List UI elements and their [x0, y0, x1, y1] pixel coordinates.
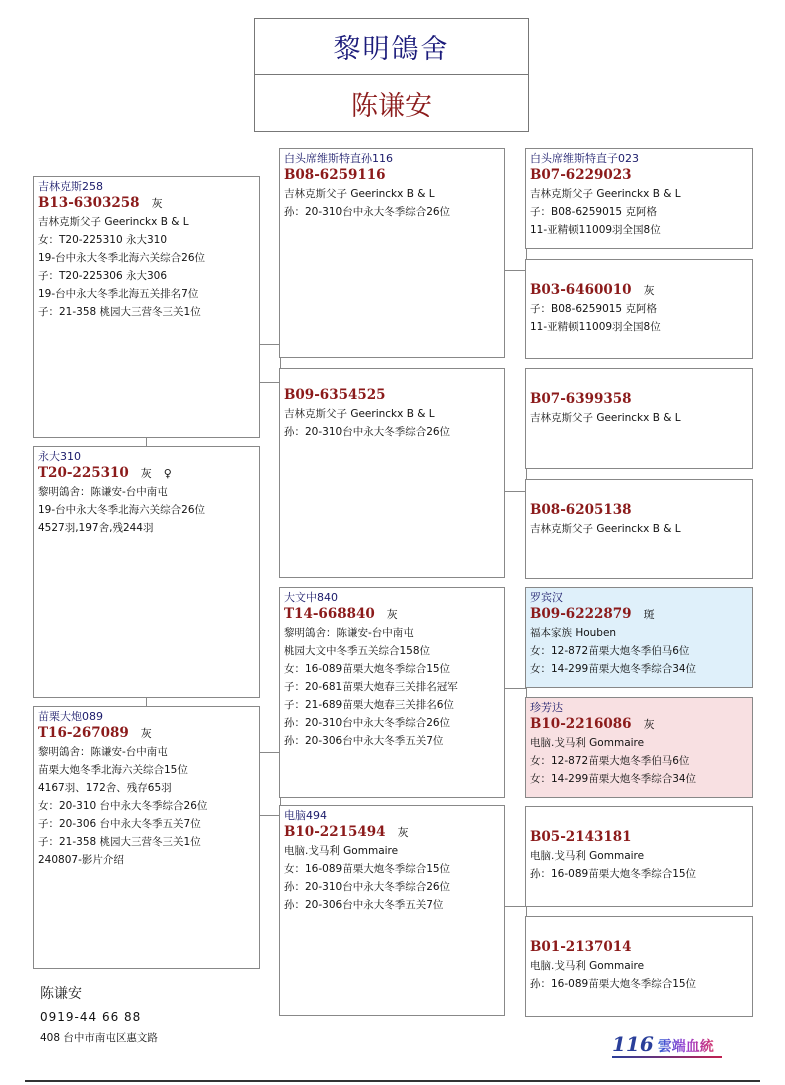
- pigeon-name: [284, 371, 500, 386]
- owner-name: 陈谦安: [40, 986, 82, 1002]
- info-line: 福本家族 Houben: [530, 627, 617, 639]
- info-line: 女：20-310 台中永大冬季综合26位: [38, 800, 208, 812]
- info-line: 吉林克斯父子 Geerinckx B & L: [284, 408, 435, 420]
- ring-number: B08-6259116: [284, 167, 386, 183]
- info-line: 孙：20-310台中永大冬季综合26位: [284, 717, 451, 729]
- info-line: 19-台中永大冬季北海五关排名7位: [38, 288, 199, 300]
- info-line: 电脑.戈马利 Gommaire: [284, 845, 399, 857]
- info-line: 孙：20-310台中永大冬季综合26位: [284, 426, 451, 438]
- info-line: 电脑.戈马利 Gommaire: [530, 960, 645, 972]
- ring-number: B09-6354525: [284, 387, 386, 403]
- info-line: 19-台中永大冬季北海六关综合26位: [38, 252, 206, 264]
- pigeon-color: 灰: [397, 826, 409, 839]
- female-icon: ♀: [163, 467, 172, 480]
- info-line: 孙：20-306台中永大冬季五关7位: [284, 735, 444, 747]
- pigeon-name: 白头席维斯特直孙116: [284, 152, 393, 165]
- dds-card: [525, 806, 753, 907]
- connector: [504, 491, 526, 492]
- ring-number: B05-2143181: [530, 829, 632, 845]
- pigeon-name: 苗栗大炮089: [38, 710, 103, 723]
- info-line: 女：12-872苗栗大炮冬季伯马6位: [530, 755, 690, 767]
- info-line: 电脑.戈马利 Gommaire: [530, 737, 645, 749]
- dam-dam-card: [279, 805, 505, 1016]
- connector: [259, 344, 280, 345]
- owner-phone: 0919-44 66 88: [40, 1010, 142, 1024]
- ring-number: B09-6222879 斑: [530, 606, 655, 622]
- info-line: 女：16-089苗栗大炮冬季综合15位: [284, 863, 451, 875]
- loft-title: 黎明鴿舍: [254, 18, 529, 75]
- sire-sire-card: [279, 148, 505, 358]
- pigeon-color: 灰: [140, 727, 152, 740]
- connector: [504, 906, 526, 907]
- info-line: 子：B08-6259015 克阿格: [530, 303, 657, 315]
- pigeon-name: 大文中840: [284, 591, 338, 604]
- info-line: 女：14-299苗栗大炮冬季综合34位: [530, 773, 697, 785]
- info-line: 吉林克斯父子 Geerinckx B & L: [530, 412, 681, 424]
- info-line: 孙：20-310台中永大冬季综合26位: [284, 206, 451, 218]
- dam-sire-card: [279, 587, 505, 798]
- sdd-card: [525, 479, 753, 579]
- info-line: 孙：16-089苗栗大炮冬季综合15位: [530, 868, 697, 880]
- owner-address: 408 台中市南屯区惠文路: [40, 1032, 158, 1044]
- info-line: 黎明鴿舍：陈谦安-台中南屯: [38, 746, 168, 758]
- sire-card: [33, 176, 260, 438]
- dam-card: [33, 706, 260, 969]
- info-line: 4167羽、172舍、残存65羽: [38, 782, 172, 794]
- connector: [504, 270, 526, 271]
- ring-number: B07-6399358: [530, 391, 632, 407]
- connector: [280, 797, 281, 805]
- sss-card: [525, 148, 753, 249]
- ring-number: B10-2215494 灰: [284, 824, 409, 840]
- info-line: 孙：20-310台中永大冬季综合26位: [284, 881, 451, 893]
- info-line: 吉林克斯父子 Geerinckx B & L: [530, 188, 681, 200]
- ring-number: B03-6460010 灰: [530, 282, 655, 298]
- ring-number: T14-668840 灰: [284, 606, 398, 622]
- info-line: 子：21-358 桃园大三营冬三关1位: [38, 306, 201, 318]
- info-line: 子：B08-6259015 克阿格: [530, 206, 657, 218]
- pigeon-color: 灰: [140, 467, 152, 480]
- ring-number: T16-267089 灰: [38, 725, 152, 741]
- connector: [504, 688, 526, 689]
- info-line: 女：14-299苗栗大炮冬季综合34位: [530, 663, 697, 675]
- connector: [259, 752, 280, 753]
- logo-underline: [612, 1056, 722, 1058]
- info-line: 11-亚精顿11009羽全国8位: [530, 321, 661, 333]
- pigeon-name: 吉林克斯258: [38, 180, 103, 193]
- info-line: 4527羽,197舍,残244羽: [38, 522, 154, 534]
- pigeon-name: 永大310: [38, 450, 81, 463]
- info-line: 女：T20-225310 永大310: [38, 234, 168, 246]
- logo-text: 雲端血統: [658, 1036, 714, 1056]
- info-line: 黎明鴿舍：陈谦安-台中南屯: [38, 486, 168, 498]
- sire-dam-card: [279, 368, 505, 578]
- ring-number: T20-225310 灰 ♀: [38, 465, 172, 481]
- ssd-card: [525, 259, 753, 359]
- ring-number: B08-6205138: [530, 502, 632, 518]
- pigeon-color: 灰: [643, 284, 655, 297]
- pigeon-color: 斑: [643, 608, 655, 621]
- pigeon-name: 电脑494: [284, 809, 327, 822]
- ddd-card: [525, 916, 753, 1017]
- info-line: 女：12-872苗栗大炮冬季伯马6位: [530, 645, 690, 657]
- info-line: 子：21-358 桃园大三营冬三关1位: [38, 836, 201, 848]
- info-line: 子：20-681苗栗大炮春三关排名冠军: [284, 681, 458, 693]
- info-line: 孙：16-089苗栗大炮冬季综合15位: [530, 978, 697, 990]
- info-line: 苗栗大炮冬季北海六关综合15位: [38, 764, 188, 776]
- info-line: 吉林克斯父子 Geerinckx B & L: [284, 188, 435, 200]
- info-line: 孙：20-306台中永大冬季五关7位: [284, 899, 444, 911]
- subject-card: [33, 446, 260, 698]
- ring-number: B10-2216086 灰: [530, 716, 655, 732]
- pigeon-name: 罗宾汉: [530, 591, 563, 604]
- owner-info: [40, 985, 158, 1047]
- info-line: 桃园大文中冬季五关综合158位: [284, 645, 431, 657]
- info-line: 电脑.戈马利 Gommaire: [530, 850, 645, 862]
- info-line: 黎明鴿舍：陈谦安-台中南屯: [284, 627, 414, 639]
- info-line: 19-台中永大冬季北海六关综合26位: [38, 504, 206, 516]
- info-line: 女：16-089苗栗大炮冬季综合15位: [284, 663, 451, 675]
- info-line: 子：T20-225306 永大306: [38, 270, 168, 282]
- dss-card: [525, 587, 753, 688]
- owner-title: 陈谦安: [254, 74, 529, 132]
- info-line: 240807-影片介绍: [38, 854, 124, 866]
- info-line: 吉林克斯父子 Geerinckx B & L: [38, 216, 189, 228]
- pigeon-color: 灰: [643, 718, 655, 731]
- connector: [259, 815, 280, 816]
- info-line: 11-亚精顿11009羽全国8位: [530, 224, 661, 236]
- brand-logo: [612, 1032, 714, 1056]
- pigeon-name: 珍芳达: [530, 701, 563, 714]
- info-line: 吉林克斯父子 Geerinckx B & L: [530, 523, 681, 535]
- ring-number: B01-2137014: [530, 939, 632, 955]
- ring-number: B07-6229023: [530, 167, 632, 183]
- pigeon-color: 灰: [151, 197, 163, 210]
- info-line: 子：20-306 台中永大冬季五关7位: [38, 818, 201, 830]
- connector: [259, 382, 280, 383]
- bottom-divider: [25, 1080, 760, 1082]
- logo-number: 116: [612, 1032, 654, 1056]
- ring-number: B13-6303258 灰: [38, 195, 163, 211]
- sds-card: [525, 368, 753, 469]
- info-line: 子：21-689苗栗大炮春三关排名6位: [284, 699, 454, 711]
- dsd-card: [525, 697, 753, 798]
- pigeon-name: 白头席维斯特直子023: [530, 152, 639, 165]
- pigeon-color: 灰: [386, 608, 398, 621]
